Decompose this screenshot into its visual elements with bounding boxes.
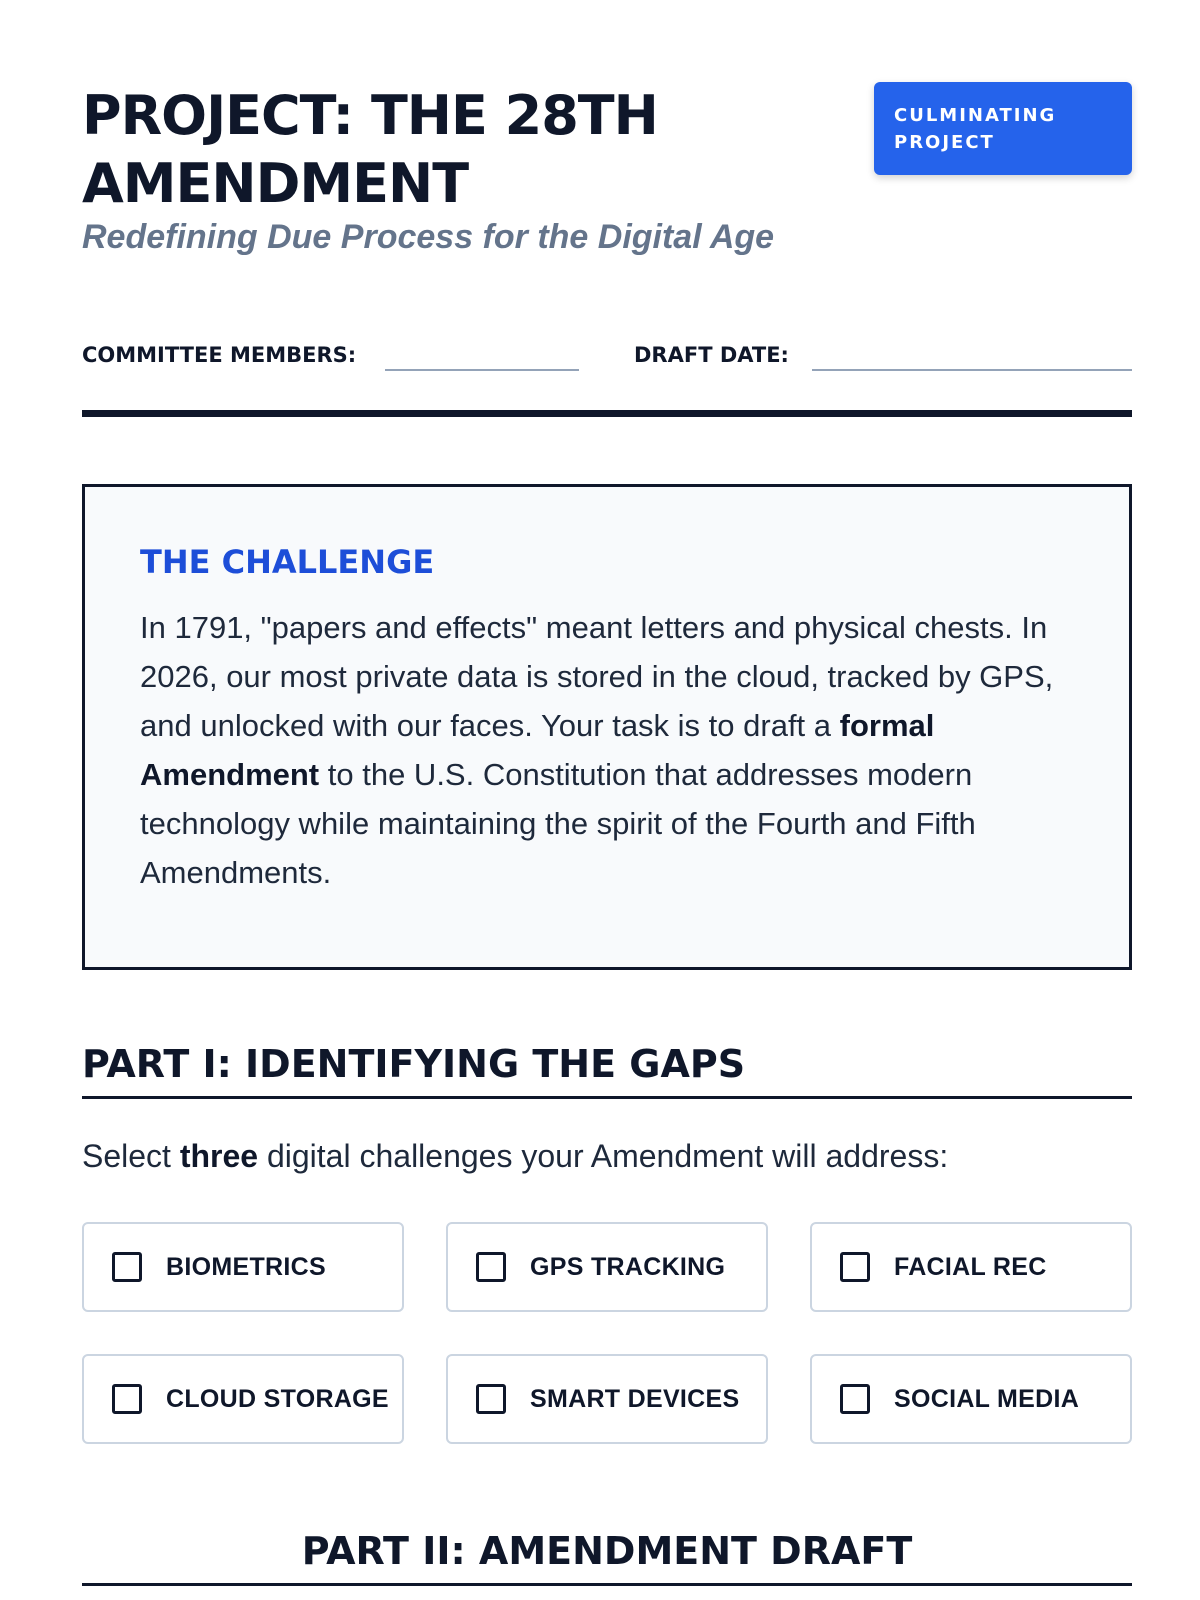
- challenge-box: [82, 484, 1132, 970]
- option-cloud-storage[interactable]: [82, 1354, 404, 1444]
- worksheet-page: [82, 0, 1132, 1600]
- header-divider: [82, 410, 1132, 417]
- page-title: PROJECT: THE 28TH AMENDMENT: [82, 84, 658, 215]
- option-label: CLOUD STORAGE: [166, 1384, 389, 1413]
- instruction-part-1: Select: [82, 1138, 180, 1174]
- option-facial-rec[interactable]: [810, 1222, 1132, 1312]
- instruction-part-2: digital challenges your Amendment will address:: [258, 1138, 949, 1174]
- draft-date-label: DRAFT DATE:: [634, 343, 789, 367]
- challenge-text-emphasis: formal Amendment: [140, 708, 935, 792]
- checkbox[interactable]: [112, 1252, 142, 1282]
- header-fields: [82, 338, 1132, 372]
- option-label: SMART DEVICES: [530, 1384, 740, 1413]
- checkbox[interactable]: [476, 1384, 506, 1414]
- challenge-options: [82, 1222, 1132, 1444]
- checkbox[interactable]: [476, 1252, 506, 1282]
- committee-members-label: COMMITTEE MEMBERS:: [82, 343, 357, 367]
- challenge-text-part-2: to the U.S. Constitution that addresses modern technology while maintaining the spirit of the Fourth and Fifth Amendments.: [140, 757, 976, 890]
- instruction-emphasis: three: [179, 1138, 259, 1174]
- option-label: SOCIAL MEDIA: [894, 1384, 1080, 1413]
- checkbox[interactable]: [112, 1384, 142, 1414]
- challenge-text-part-1: In 1791, "papers and effects" meant letters and physical chests. In 2026, our most private data is stored in the cloud, tracked by GPS, and unlocked with our faces. Your task is to draft a: [140, 610, 1054, 743]
- part-1-heading: PART I: IDENTIFYING THE GAPS: [82, 1038, 1132, 1099]
- part-1-instruction: [82, 1138, 948, 1175]
- option-label: GPS TRACKING: [530, 1252, 726, 1281]
- part-2-heading: PART II: AMENDMENT DRAFT: [82, 1525, 1132, 1586]
- project-badge: CULMINATING PROJECT: [874, 82, 1132, 175]
- option-gps-tracking[interactable]: [446, 1222, 768, 1312]
- worksheet-header: [82, 0, 1132, 420]
- committee-members-field[interactable]: [385, 369, 579, 371]
- challenge-text: [140, 603, 1074, 897]
- checkbox[interactable]: [840, 1384, 870, 1414]
- checkbox[interactable]: [840, 1252, 870, 1282]
- option-label: FACIAL REC: [894, 1252, 1047, 1281]
- challenge-heading: THE CHALLENGE: [140, 543, 435, 581]
- option-biometrics[interactable]: [82, 1222, 404, 1312]
- page-subtitle: Redefining Due Process for the Digital Age: [82, 218, 775, 256]
- option-social-media[interactable]: [810, 1354, 1132, 1444]
- draft-date-field[interactable]: [812, 369, 1132, 371]
- option-label: BIOMETRICS: [166, 1252, 326, 1281]
- option-smart-devices[interactable]: [446, 1354, 768, 1444]
